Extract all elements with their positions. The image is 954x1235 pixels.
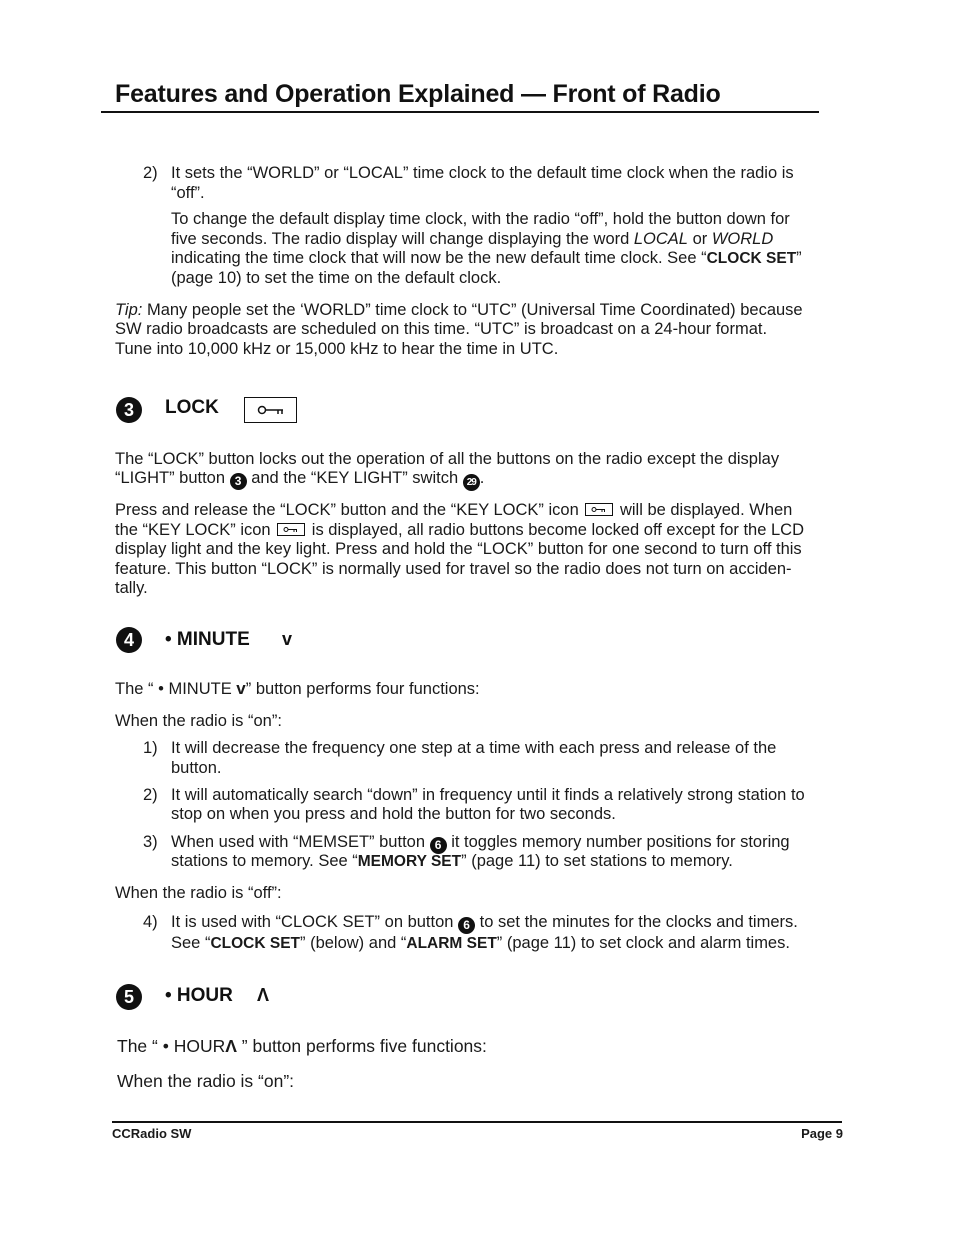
minute-item3-line2 [171,851,733,872]
intro-item2-line2: “off”. [171,184,205,202]
chevron-down-icon: v [282,629,293,649]
lock-p2-line5: tally. [115,579,148,597]
list-number: 2) [143,164,158,182]
text: ” (page 11) to set stations to memory. [461,852,733,870]
ref-badge-6: 6 [430,837,447,854]
ref-memory-set: MEMORY SET [357,853,462,870]
text: It is used with “CLOCK SET” on button [171,913,459,931]
text: indicating the time clock that will now be the new default time clock. See “ [171,249,707,267]
minute-item4-line2 [171,933,790,954]
minute-item4-line1 [171,912,798,934]
footer-product: CCRadio SW [112,1126,192,1141]
lock-p1-line1: The “LOCK” button locks out the operation of all the buttons on the radio except the display [115,450,780,468]
chevron-down-icon: v [236,679,246,698]
intro-para-line3 [171,248,802,269]
ref-badge-29: 29 [463,474,480,491]
text: Many people set the ‘WORLD” time clock to “UTC” (Universal Time Coordinated) because [142,301,803,319]
minute-item1-line2: button. [171,759,222,777]
list-number: 2) [143,786,158,804]
text: is displayed, all radio buttons become locked off except for the LCD [307,521,804,539]
text: to set the minutes for the clocks and timers. [475,913,798,931]
key-lock-icon [244,397,297,423]
intro-para-line2 [171,229,773,249]
key-lock-icon-inline [277,523,305,536]
section-badge-4: 4 [116,627,142,653]
text: the “KEY LOCK” icon [115,521,276,539]
tip-label: Tip: [115,301,143,319]
text: ” (page 11) to set clock and alarm times. [496,934,790,952]
list-number: 3) [143,833,158,851]
lock-p2-line4: feature. This button “LOCK” is normally used for travel so the radio does not turn on acciden- [115,560,792,578]
page-title: Features and Operation Explained — Front of Radio [115,80,721,108]
ref-clock-set: CLOCK SET [210,935,300,952]
tip-line2: SW radio broadcasts are scheduled on this time. “UTC” is broadcast on a 24-hour format. [115,320,768,338]
intro-item2-line1: It sets the “WORLD” or “LOCAL” time clock to the default time clock when the radio is [171,164,794,182]
text: When used with “MEMSET” button [171,833,430,851]
text: The “ • HOUR [117,1036,226,1056]
chevron-up-icon: Λ [225,1036,237,1056]
title-divider [101,111,819,113]
text: Press and release the “LOCK” button and the “KEY LOCK” icon [115,501,584,519]
section-badge-5: 5 [116,984,142,1010]
text: ” (below) and “ [300,934,407,952]
key-icon [586,504,612,515]
minute-item1-line1: It will decrease the frequency one step at a time with each press and release of the [171,739,777,757]
minute-intro [115,679,480,699]
text: or [687,230,712,248]
minute-item2-line2: stop on when you press and hold the button for two seconds. [171,805,616,823]
page-number: Page 9 [801,1126,843,1141]
section-badge-3: 3 [116,397,142,423]
text: five seconds. The radio display will change displaying the word [171,230,634,248]
text: ” button performs four functions: [245,680,480,698]
text: ” [796,249,802,267]
key-icon [278,524,304,535]
ref-alarm-set: ALARM SET [406,935,497,952]
list-number: 4) [143,913,158,931]
minute-heading: • MINUTE [165,629,250,650]
text: See “ [171,934,211,952]
lock-p2-line1 [115,500,792,520]
text: and the “KEY LIGHT” switch [246,469,463,487]
minute-on-label: When the radio is “on”: [115,712,282,730]
italic-world: WORLD [711,230,774,248]
minute-item2-line1: It will automatically search “down” in frequency until it finds a relatively strong station to [171,786,805,804]
hour-intro [117,1036,487,1056]
tip-line1 [115,300,803,320]
ref-badge-6: 6 [458,917,475,934]
text: The “ • MINUTE [115,680,237,698]
intro-para-line4: (page 10) to set the time on the default clock. [171,269,502,287]
lock-p2-line2 [115,520,804,540]
intro-para-line1: To change the default display time clock, with the radio “off”, hold the button down for [171,210,790,228]
text: it toggles memory number positions for storing [446,833,790,851]
lock-p2-line3: display light and the key light. Press and hold the “LOCK” button for one second to turn off this [115,540,802,558]
ref-clock-set: CLOCK SET [706,250,797,267]
hour-heading: • HOUR [165,985,233,1006]
footer-divider [112,1121,842,1123]
text: ” button performs five functions: [236,1036,487,1056]
italic-local: LOCAL [633,230,688,248]
minute-off-label: When the radio is “off”: [115,884,282,902]
list-number: 1) [143,739,158,757]
text: . [479,469,485,487]
lock-p1-line2 [115,468,484,491]
text: stations to memory. See “ [171,852,358,870]
ref-badge-3: 3 [230,473,247,490]
chevron-up-icon: Λ [257,985,270,1005]
hour-on-label: When the radio is “on”: [117,1071,295,1091]
text: will be displayed. When [615,501,793,519]
text: “LIGHT” button [115,469,230,487]
key-lock-icon-inline [585,503,613,516]
tip-line3: Tune into 10,000 kHz or 15,000 kHz to hear the time in UTC. [115,340,559,358]
key-icon [245,398,296,422]
lock-heading: LOCK [165,397,219,418]
